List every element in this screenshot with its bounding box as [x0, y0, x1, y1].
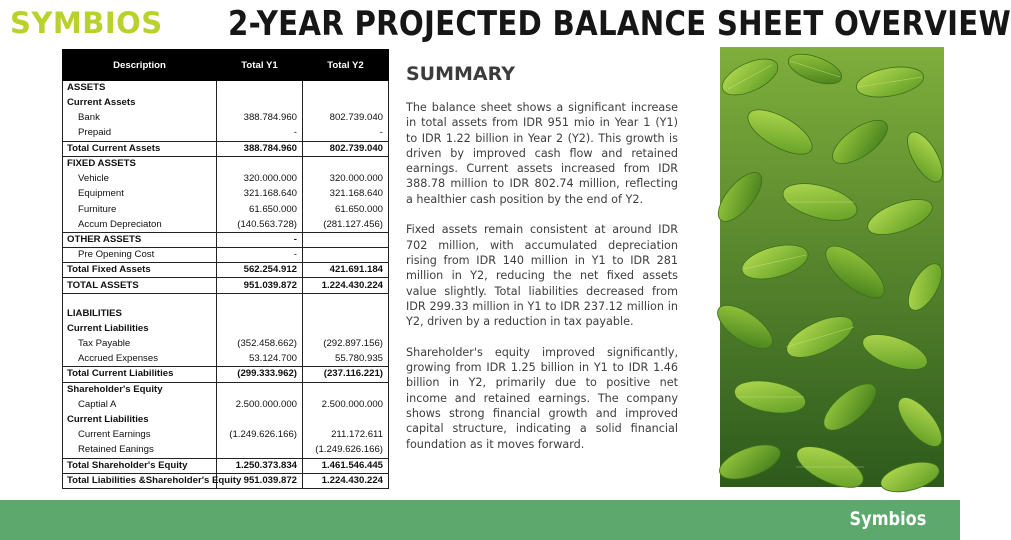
table-row	[63, 111, 389, 126]
table-row	[63, 473, 389, 488]
row-description: Equipment	[63, 187, 217, 202]
header-total-y2: Total Y2	[303, 50, 389, 81]
row-description: Shareholder's Equity	[63, 382, 217, 397]
table-row	[63, 156, 389, 171]
row-description: Prepaid	[63, 126, 217, 141]
table-row	[63, 412, 389, 427]
table-row	[63, 232, 389, 247]
table-row	[63, 397, 389, 412]
row-y2: (1.249.626.166)	[303, 443, 389, 458]
row-description: Accrued Expenses	[63, 352, 217, 367]
summary-body	[406, 100, 678, 467]
row-description: Vehicle	[63, 172, 217, 187]
row-y2	[303, 382, 389, 397]
spacer-cell	[303, 293, 389, 306]
page-title: 2-YEAR PROJECTED BALANCE SHEET OVERVIEW	[228, 4, 1011, 44]
footer-brand: Symbios	[849, 508, 926, 530]
row-y1	[217, 306, 303, 321]
table-row	[63, 217, 389, 232]
row-description: Total Liabilities &Shareholder's Equity	[63, 473, 217, 488]
table-row	[63, 382, 389, 397]
row-description: ASSETS	[63, 81, 217, 96]
table-row	[63, 172, 389, 187]
table-row	[63, 337, 389, 352]
row-y2: (281.127.456)	[303, 217, 389, 232]
row-description: Total Current Liabilities	[63, 367, 217, 382]
row-y1: (352.458.662)	[217, 337, 303, 352]
row-description: Retained Eanings	[63, 443, 217, 458]
row-y1: 53.124.700	[217, 352, 303, 367]
summary-paragraph-assets: The balance sheet shows a significant increase in total assets from IDR 951 mio in Year 1 (Y1) to IDR 1.22 billion in Year 2 (Y2). This growth is driven by improved cash flow and retained earnings. Current assets increased from IDR 388.78 million to IDR 802.74 million, reflecting a healthier cash position by the end of Y2.	[406, 101, 678, 206]
row-y2: 421.691.184	[303, 263, 389, 278]
row-description: FIXED ASSETS	[63, 156, 217, 171]
row-y2: 61.650.000	[303, 202, 389, 217]
row-y2: 1.224.430.224	[303, 278, 389, 293]
row-y1: -	[217, 126, 303, 141]
table-row	[63, 352, 389, 367]
row-y1: 321.168.640	[217, 187, 303, 202]
row-y2	[303, 248, 389, 263]
table-row	[63, 263, 389, 278]
table-row	[63, 202, 389, 217]
row-description: Total Shareholder's Equity	[63, 458, 217, 473]
table-row	[63, 428, 389, 443]
table-row	[63, 321, 389, 336]
footer-bar	[0, 500, 960, 540]
row-y2	[303, 321, 389, 336]
table-row	[63, 306, 389, 321]
row-description: LIABILITIES	[63, 306, 217, 321]
table-row	[63, 141, 389, 156]
spacer-cell	[63, 293, 217, 306]
header-total-y1: Total Y1	[217, 50, 303, 81]
row-description: Furniture	[63, 202, 217, 217]
row-y2: (292.897.156)	[303, 337, 389, 352]
row-y1: 951.039.872	[217, 278, 303, 293]
row-y1	[217, 81, 303, 96]
row-description: Pre Opening Cost	[63, 248, 217, 263]
row-description: Total Current Assets	[63, 141, 217, 156]
row-description: Total Fixed Assets	[63, 263, 217, 278]
row-y1	[217, 156, 303, 171]
row-description: OTHER ASSETS	[63, 232, 217, 247]
row-y2	[303, 232, 389, 247]
table-row	[63, 278, 389, 293]
summary-heading: SUMMARY	[406, 63, 515, 85]
table-spacer-row	[63, 293, 389, 306]
row-description: Current Liabilities	[63, 321, 217, 336]
row-y2: 1.461.546.445	[303, 458, 389, 473]
row-description: Bank	[63, 111, 217, 126]
row-description: Captial A	[63, 397, 217, 412]
row-y1	[217, 412, 303, 427]
row-y2: 320.000.000	[303, 172, 389, 187]
row-y2	[303, 81, 389, 96]
table-row	[63, 367, 389, 382]
table-row	[63, 81, 389, 96]
row-y2	[303, 412, 389, 427]
row-y2: 1.224.430.224	[303, 473, 389, 488]
row-y1: 2.500.000.000	[217, 397, 303, 412]
table-row	[63, 96, 389, 111]
row-description: Tax Payable	[63, 337, 217, 352]
row-y1	[217, 321, 303, 336]
header-description: Description	[63, 50, 217, 81]
row-y1	[217, 96, 303, 111]
row-y1: (140.563.728)	[217, 217, 303, 232]
row-description: Current Earnings	[63, 428, 217, 443]
row-y1: 1.250.373.834	[217, 458, 303, 473]
summary-paragraph-equity: Shareholder's equity improved significantly, growing from IDR 1.25 billion in Y1 to IDR 1.46 billion in Y2, primarily due to positive net income and retained earnings. The company shows strong financial growth and improved capital structure, indicating a solid financial foundation as it moves forward.	[406, 345, 678, 451]
row-y2: 321.168.640	[303, 187, 389, 202]
row-y2: 211.172.611	[303, 428, 389, 443]
row-description: Current Assets	[63, 96, 217, 111]
row-y2: (237.116.221)	[303, 367, 389, 382]
table-row	[63, 187, 389, 202]
row-y2: 55.780.935	[303, 352, 389, 367]
table-row	[63, 458, 389, 473]
row-y1: -	[217, 248, 303, 263]
balance-sheet-table	[62, 49, 389, 489]
row-y2: 802.739.040	[303, 141, 389, 156]
row-description: Current Liabilities	[63, 412, 217, 427]
row-y1: -	[217, 232, 303, 247]
row-y1: 388.784.960	[217, 141, 303, 156]
summary-paragraph-fixed-assets: Fixed assets remain consistent at around IDR 702 million, with accumulated depreciation rising from IDR 140 million in Y1 to IDR 281 million in Y2, reducing the net fixed assets value slightly. Total liabilities decreased from IDR 299.33 million in Y1 to IDR 237.12 million in Y2, driven by a reduction in tax payable.	[406, 223, 678, 329]
row-y2	[303, 306, 389, 321]
row-y2: 802.739.040	[303, 111, 389, 126]
row-y1	[217, 443, 303, 458]
row-y1: 61.650.000	[217, 202, 303, 217]
row-description: Accum Depreciaton	[63, 217, 217, 232]
row-y2: 2.500.000.000	[303, 397, 389, 412]
stevia-leaves-illustration	[720, 47, 944, 487]
row-y2: -	[303, 126, 389, 141]
table-row	[63, 443, 389, 458]
row-y1	[217, 382, 303, 397]
spacer-cell	[217, 293, 303, 306]
brand-logo: SYMBIOS	[10, 6, 163, 40]
row-y1: (299.333.962)	[217, 367, 303, 382]
row-y1: 562.254.912	[217, 263, 303, 278]
table-row	[63, 248, 389, 263]
row-y2	[303, 156, 389, 171]
row-y1: (1.249.626.166)	[217, 428, 303, 443]
row-y1: 388.784.960	[217, 111, 303, 126]
row-y1: 951.039.872	[217, 473, 303, 488]
stevia-plant-photo	[720, 47, 944, 487]
row-y2	[303, 96, 389, 111]
row-y1: 320.000.000	[217, 172, 303, 187]
table-header-row	[63, 50, 389, 81]
table-row	[63, 126, 389, 141]
row-description: TOTAL ASSETS	[63, 278, 217, 293]
